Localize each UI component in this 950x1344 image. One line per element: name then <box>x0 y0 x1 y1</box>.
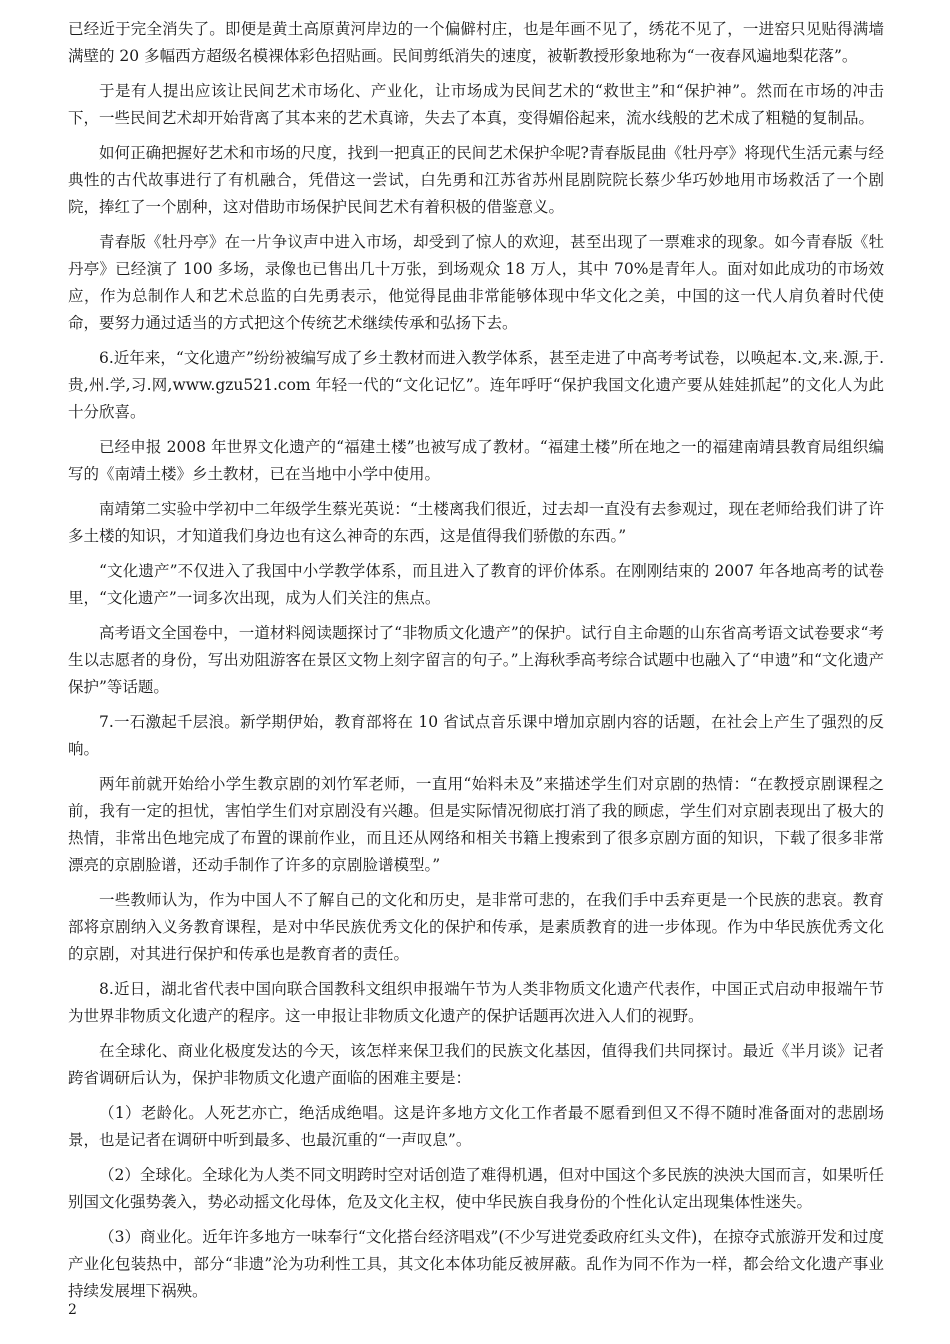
paragraph-item-6: 6.近年来，“文化遗产”纷纷被编写成了乡土教材而进入教学体系，甚至走进了中高考考试卷，以唤起本.文,来.源,于.贵,州.学,习.网,www.gzu521.com 年轻一代的“文化记忆”。连年呼吁“保护我国文化遗产要从娃娃抓起”的文化人为此十分欣喜。 <box>68 349 884 421</box>
page-number: 2 <box>68 1302 77 1318</box>
paragraph-teacher-quote: 两年前就开始给小学生教京剧的刘竹军老师，一直用“始料未及”来描述学生们对京剧的热情：“在教授京剧课程之前，我有一定的担忧，害怕学生们对京剧没有兴趣。但是实际情况彻底打消了我的顾虑，学生们对京剧表现出了极大的热情，非常出色地完成了布置的课前作业，而且还从网络和相关书籍上搜索到了很多京剧方面的知识，下载了很多非常漂亮的京剧脸谱，还动手制作了许多的京剧脸谱模型。” <box>68 775 884 874</box>
paragraph-peony-pavilion-intro: 如何正确把握好艺术和市场的尺度，找到一把真正的民间艺术保护伞呢?青春版昆曲《牡丹亭》将现代生活元素与经典性的古代故事进行了有机融合，凭借这一尝试，白先勇和江苏省苏州昆剧院院长蔡少华巧妙地用市场救活了一个剧院，捧红了一个剧种，这对借助市场保护民间艺术有着积极的借鉴意义。 <box>68 144 884 216</box>
list-item-globalization: （2）全球化。全球化为人类不同文明跨时空对话创造了难得机遇，但对中国这个多民族的泱泱大国而言，如果听任别国文化强势袭入，势必动摇文化母体，危及文化主权，使中华民族自我身份的个性化认定出现集体性迷失。 <box>68 1166 884 1211</box>
paragraph-teachers-opinion: 一些教师认为，作为中国人不了解自己的文化和历史，是非常可悲的，在我们手中丢弃更是一个民族的悲哀。教育部将京剧纳入义务教育课程，是对中华民族优秀文化的保护和传承，是素质教育的进一步体现。作为中华民族优秀文化的京剧，对其进行保护和传承也是教育者的责任。 <box>68 891 884 963</box>
document-body <box>68 16 884 1313</box>
paragraph-item-7: 7.一石激起千层浪。新学期伊始，教育部将在 10 省试点音乐课中增加京剧内容的话题，在社会上产生了强烈的反响。 <box>68 713 884 758</box>
paragraph-student-quote: 南靖第二实验中学初中二年级学生蔡光英说：“土楼离我们很近，过去却一直没有去参观过，现在老师给我们讲了许多土楼的知识，才知道我们身边也有这么神奇的东西，这是值得我们骄傲的东西。” <box>68 500 884 545</box>
paragraph-peony-pavilion-success: 青春版《牡丹亭》在一片争议声中进入市场，却受到了惊人的欢迎，甚至出现了一票难求的现象。如今青春版《牡丹亭》已经演了 100 多场，录像也已售出几十万张，到场观众 18 万人，其中 70%是青年人。面对如此成功的市场效应，作为总制作人和艺术总监的白先勇表示，他觉得昆曲非常能够体现中华文化之美，中国的这一代人肩负着时代使命，要努力通过适当的方式把这个传统艺术继续传承和弘扬下去。 <box>68 233 884 332</box>
paragraph-fujian-tulou: 已经申报 2008 年世界文化遗产的“福建土楼”也被写成了教材。“福建土楼”所在地之一的福建南靖县教育局组织编写的《南靖土楼》乡土教材，已在当地中小学中使用。 <box>68 438 884 483</box>
paragraph-item-8: 8.近日，湖北省代表中国向联合国教科文组织申报端午节为人类非物质文化遗产代表作，中国正式启动申报端午节为世界非物质文化遗产的程序。这一申报让非物质文化遗产的保护话题再次进入人们的视野。 <box>68 980 884 1025</box>
list-item-aging: （1）老龄化。人死艺亦亡，绝活成绝唱。这是许多地方文化工作者最不愿看到但又不得不随时准备面对的悲剧场景，也是记者在调研中听到最多、也最沉重的“一声叹息”。 <box>68 1104 884 1149</box>
paragraph-continuation: 已经近于完全消失了。即便是黄土高原黄河岸边的一个偏僻村庄，也是年画不见了，绣花不见了，一进窑只见贴得满墙满壁的 20 多幅西方超级名模裸体彩色招贴画。民间剪纸消失的速度，被靳教授形象地称为“一夜春风遍地梨花落”。 <box>68 20 884 65</box>
paragraph-market: 于是有人提出应该让民间艺术市场化、产业化，让市场成为民间艺术的“救世主”和“保护神”。然而在市场的冲击下，一些民间艺术却开始背离了其本来的艺术真谛，失去了本真，变得媚俗起来，流水线般的艺术成了粗糙的复制品。 <box>68 82 884 127</box>
paragraph-globalization-intro: 在全球化、商业化极度发达的今天，该怎样来保卫我们的民族文化基因，值得我们共同探讨。最近《半月谈》记者跨省调研后认为，保护非物质文化遗产面临的困难主要是： <box>68 1042 884 1087</box>
paragraph-gaokao: 高考语文全国卷中，一道材料阅读题探讨了“非物质文化遗产”的保护。试行自主命题的山东省高考语文试卷要求“考生以志愿者的身份，写出劝阻游客在景区文物上刻字留言的句子。”上海秋季高考综合试题中也融入了“申遗”和“文化遗产保护”等话题。 <box>68 624 884 696</box>
paragraph-evaluation-system: “文化遗产”不仅进入了我国中小学教学体系，而且进入了教育的评价体系。在刚刚结束的 2007 年各地高考的试卷里，“文化遗产”一词多次出现，成为人们关注的焦点。 <box>68 562 884 607</box>
list-item-commercialization: （3）商业化。近年许多地方一味奉行“文化搭台经济唱戏”(不少写进党委政府红头文件)，在掠夺式旅游开发和过度产业化包装热中，部分“非遗”沦为功利性工具，其文化本体功能反被屏蔽。乱作为同不作为一样，都会给文化遗产事业持续发展埋下祸殃。 <box>68 1228 884 1300</box>
